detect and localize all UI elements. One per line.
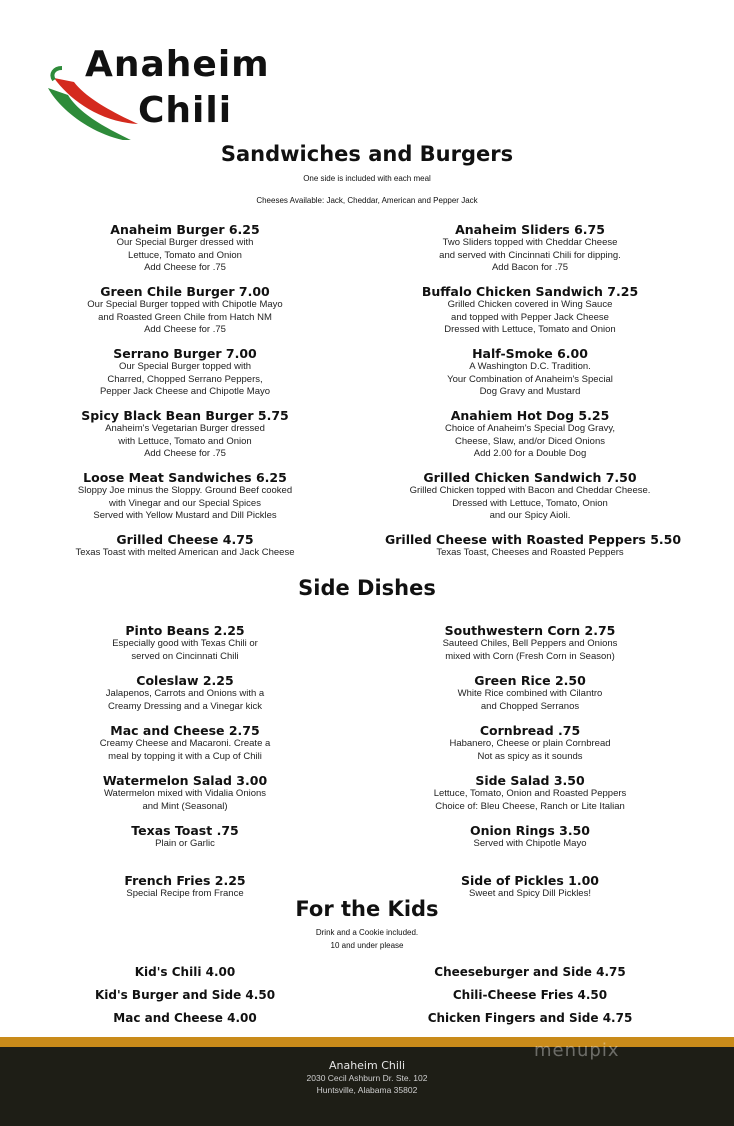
menu-item xyxy=(40,723,330,773)
menu-item-name: Buffalo Chicken Sandwich 7.25 xyxy=(421,284,639,299)
menu-item-description: Texas Toast with melted American and Jack Cheese xyxy=(75,547,295,558)
menu-item xyxy=(40,965,330,988)
menu-item-description: Two Sliders topped with Cheddar Cheese xyxy=(442,237,618,248)
menu-item xyxy=(385,470,675,532)
menu-item-description: Lettuce, Tomato and Onion xyxy=(128,249,242,261)
menu-item-description: Dog Gravy and Mustard xyxy=(479,386,581,397)
menu-item-description: Dressed with Lettuce, Tomato, Onion xyxy=(452,497,608,509)
footer-address-line-1: 2030 Cecil Ashburn Dr. Ste. 102 xyxy=(306,1073,428,1083)
menu-item xyxy=(40,823,330,873)
menu-item xyxy=(385,773,675,823)
menu-item-description: and served with Cincinnati Chili for dipping. xyxy=(439,249,621,261)
menu-item-description: Add Cheese for .75 xyxy=(144,324,226,335)
menu-item-description: Choice of Anaheim's Special Dog Gravy, xyxy=(444,423,616,434)
menu-item xyxy=(385,673,675,723)
menu-item-name: Kid's Chili 4.00 xyxy=(134,965,236,979)
menu-item xyxy=(40,284,330,346)
menu-item-description: Add Cheese for .75 xyxy=(144,448,226,459)
menu-item-description: Not as spicy as it sounds xyxy=(477,750,583,762)
menu-item-description: Watermelon mixed with Vidalia Onions xyxy=(103,788,267,799)
menu-item-name: Spicy Black Bean Burger 5.75 xyxy=(81,408,289,423)
menu-item-name: Anahiem Hot Dog 5.25 xyxy=(450,408,610,423)
menu-item xyxy=(385,965,675,988)
footer-accent-bar xyxy=(0,1037,734,1047)
menu-item-description: Cheese, Slaw, and/or Diced Onions xyxy=(455,435,605,447)
logo xyxy=(40,40,270,140)
logo-line-2: Chili xyxy=(138,90,233,131)
menu-item xyxy=(385,222,675,284)
menu-item-description: Plain or Garlic xyxy=(155,838,215,849)
menu-item-description: Grilled Chicken covered in Wing Sauce xyxy=(447,299,613,310)
menu-item-name: Kid's Burger and Side 4.50 xyxy=(94,988,276,1002)
menu-item-description: Choice of: Bleu Cheese, Ranch or Lite Italian xyxy=(435,800,625,812)
menu-item-description: Your Combination of Anaheim's Special xyxy=(447,373,613,385)
menu-item xyxy=(40,673,330,723)
menu-item-name: Grilled Chicken Sandwich 7.50 xyxy=(423,470,637,485)
footer-address-line-2: Huntsville, Alabama 35802 xyxy=(316,1085,418,1095)
menu-item-description: Add Cheese for .75 xyxy=(144,262,226,273)
menu-item xyxy=(40,623,330,673)
section-title-sides: Side Dishes xyxy=(298,576,436,600)
menu-item xyxy=(40,222,330,284)
menu-item xyxy=(40,988,330,1011)
menu-item-name: Cheeseburger and Side 4.75 xyxy=(434,965,626,979)
menu-item-name: Side of Pickles 1.00 xyxy=(460,873,599,888)
menu-item xyxy=(40,1011,330,1034)
menu-item xyxy=(40,470,330,532)
menu-item-description: Jalapenos, Carrots and Onions with a xyxy=(105,688,265,699)
menu-item-description: Texas Toast, Cheeses and Roasted Peppers xyxy=(436,547,624,558)
menu-item-description: Creamy Dressing and a Vinegar kick xyxy=(107,700,262,712)
menu-item-description: and our Spicy Aioli. xyxy=(489,510,571,521)
menu-item-name: Side Salad 3.50 xyxy=(475,773,585,788)
menu-item-description: Served with Chipotle Mayo xyxy=(473,838,587,849)
menu-item-name: Anaheim Sliders 6.75 xyxy=(455,222,605,237)
menu-item-description: with Lettuce, Tomato and Onion xyxy=(118,435,252,447)
menu-item-description: Habanero, Cheese or plain Cornbread xyxy=(449,738,611,749)
menu-item-description: Our Special Burger topped with xyxy=(118,361,252,372)
section-title-sandwiches: Sandwiches and Burgers xyxy=(220,142,514,166)
menu-item-description: A Washington D.C. Tradition. xyxy=(469,361,591,372)
menu-item-name: Grilled Cheese 4.75 xyxy=(116,532,254,547)
menu-item-name: Loose Meat Sandwiches 6.25 xyxy=(83,470,287,485)
sandwiches-left-column xyxy=(40,222,330,594)
menu-item xyxy=(385,1011,675,1034)
menu-item-name: Green Rice 2.50 xyxy=(474,673,586,688)
menu-item-name: Texas Toast .75 xyxy=(131,823,239,838)
menu-item xyxy=(385,623,675,673)
menu-item xyxy=(40,346,330,408)
menu-item-description: Our Special Burger topped with Chipotle Mayo xyxy=(87,299,283,310)
menu-item-name: Pinto Beans 2.25 xyxy=(125,623,245,638)
menu-item xyxy=(385,408,675,470)
menu-item-description: served on Cincinnati Chili xyxy=(131,650,239,662)
menu-item-description: Creamy Cheese and Macaroni. Create a xyxy=(99,738,271,749)
menupix-watermark: menupix xyxy=(534,1040,620,1061)
menu-item-description: White Rice combined with Cilantro xyxy=(457,688,603,699)
menu-item-name: Cornbread .75 xyxy=(479,723,581,738)
sides-left-column xyxy=(40,623,330,923)
menu-item-description: Pepper Jack Cheese and Chipotle Mayo xyxy=(99,386,271,397)
logo-line-1: Anaheim xyxy=(85,44,270,85)
menu-item-description: mixed with Corn (Fresh Corn in Season) xyxy=(445,650,615,662)
menu-item-description: Charred, Chopped Serrano Peppers, xyxy=(107,373,263,385)
menu-item-description: Dressed with Lettuce, Tomato and Onion xyxy=(444,324,616,335)
menu-item-name: Chili-Cheese Fries 4.50 xyxy=(452,988,608,1002)
menu-item-name: Mac and Cheese 4.00 xyxy=(113,1011,257,1025)
kids-note-included: Drink and a Cookie included. xyxy=(315,928,419,937)
menu-item-name: Coleslaw 2.25 xyxy=(136,673,234,688)
menu-item-description: and Roasted Green Chile from Hatch NM xyxy=(98,311,272,323)
menu-item xyxy=(385,284,675,346)
menu-item-description: Especially good with Texas Chili or xyxy=(112,638,258,649)
menu-item-name: Chicken Fingers and Side 4.75 xyxy=(427,1011,633,1025)
section-title-kids: For the Kids xyxy=(295,897,439,921)
footer xyxy=(0,1047,734,1126)
menu-item-name: Serrano Burger 7.00 xyxy=(113,346,257,361)
menu-item-name: Green Chile Burger 7.00 xyxy=(100,284,270,299)
menu-item-description: Special Recipe from France xyxy=(126,888,244,899)
menu-item xyxy=(385,723,675,773)
kids-note-age: 10 and under please xyxy=(330,941,404,950)
menu-item xyxy=(385,346,675,408)
menu-item xyxy=(385,988,675,1011)
footer-restaurant-name: Anaheim Chili xyxy=(328,1059,406,1072)
menu-item-name: Grilled Cheese with Roasted Peppers 5.50 xyxy=(385,532,682,547)
menu-item-description: Add Bacon for .75 xyxy=(491,262,569,273)
menu-item-description: meal by topping it with a Cup of Chili xyxy=(108,750,262,762)
kids-right-column xyxy=(385,965,675,1034)
sandwiches-note-side: One side is included with each meal xyxy=(303,174,431,183)
menu-item-description: Anaheim's Vegetarian Burger dressed xyxy=(105,423,265,434)
sides-right-column xyxy=(385,623,675,923)
menu-item-name: Southwestern Corn 2.75 xyxy=(444,623,616,638)
sandwiches-note-cheese: Cheeses Available: Jack, Cheddar, American and Pepper Jack xyxy=(256,196,478,205)
menu-item-description: Lettuce, Tomato, Onion and Roasted Peppers xyxy=(433,788,627,799)
menu-item-description: Sweet and Spicy Dill Pickles! xyxy=(469,888,591,899)
menu-item-description: Add 2.00 for a Double Dog xyxy=(473,448,587,459)
menu-item-description: Served with Yellow Mustard and Dill Pickles xyxy=(93,510,277,521)
menu-item xyxy=(385,823,675,873)
menu-item xyxy=(40,773,330,823)
sandwiches-right-column xyxy=(385,222,682,594)
menu-item-name: Onion Rings 3.50 xyxy=(469,823,591,838)
menu-item-description: Our Special Burger dressed with xyxy=(116,237,254,248)
menu-item-description: Grilled Chicken topped with Bacon and Cheddar Cheese. xyxy=(409,485,651,496)
kids-left-column xyxy=(40,965,330,1034)
menu-item-name: Half-Smoke 6.00 xyxy=(472,346,588,361)
menu-item-description: with Vinegar and our Special Spices xyxy=(109,497,261,509)
menu-item-name: Watermelon Salad 3.00 xyxy=(102,773,268,788)
menu-item-name: French Fries 2.25 xyxy=(124,873,246,888)
menu-item xyxy=(40,408,330,470)
menu-item-description: and topped with Pepper Jack Cheese xyxy=(451,311,609,323)
menu-item-description: and Mint (Seasonal) xyxy=(142,800,228,812)
menu-item-name: Anaheim Burger 6.25 xyxy=(110,222,260,237)
menu-item-description: Sloppy Joe minus the Sloppy. Ground Beef cooked xyxy=(77,485,293,496)
menu-item-description: Sauteed Chiles, Bell Peppers and Onions xyxy=(442,638,618,649)
menu-item-name: Mac and Cheese 2.75 xyxy=(110,723,260,738)
menu-item-description: and Chopped Serranos xyxy=(480,700,580,712)
